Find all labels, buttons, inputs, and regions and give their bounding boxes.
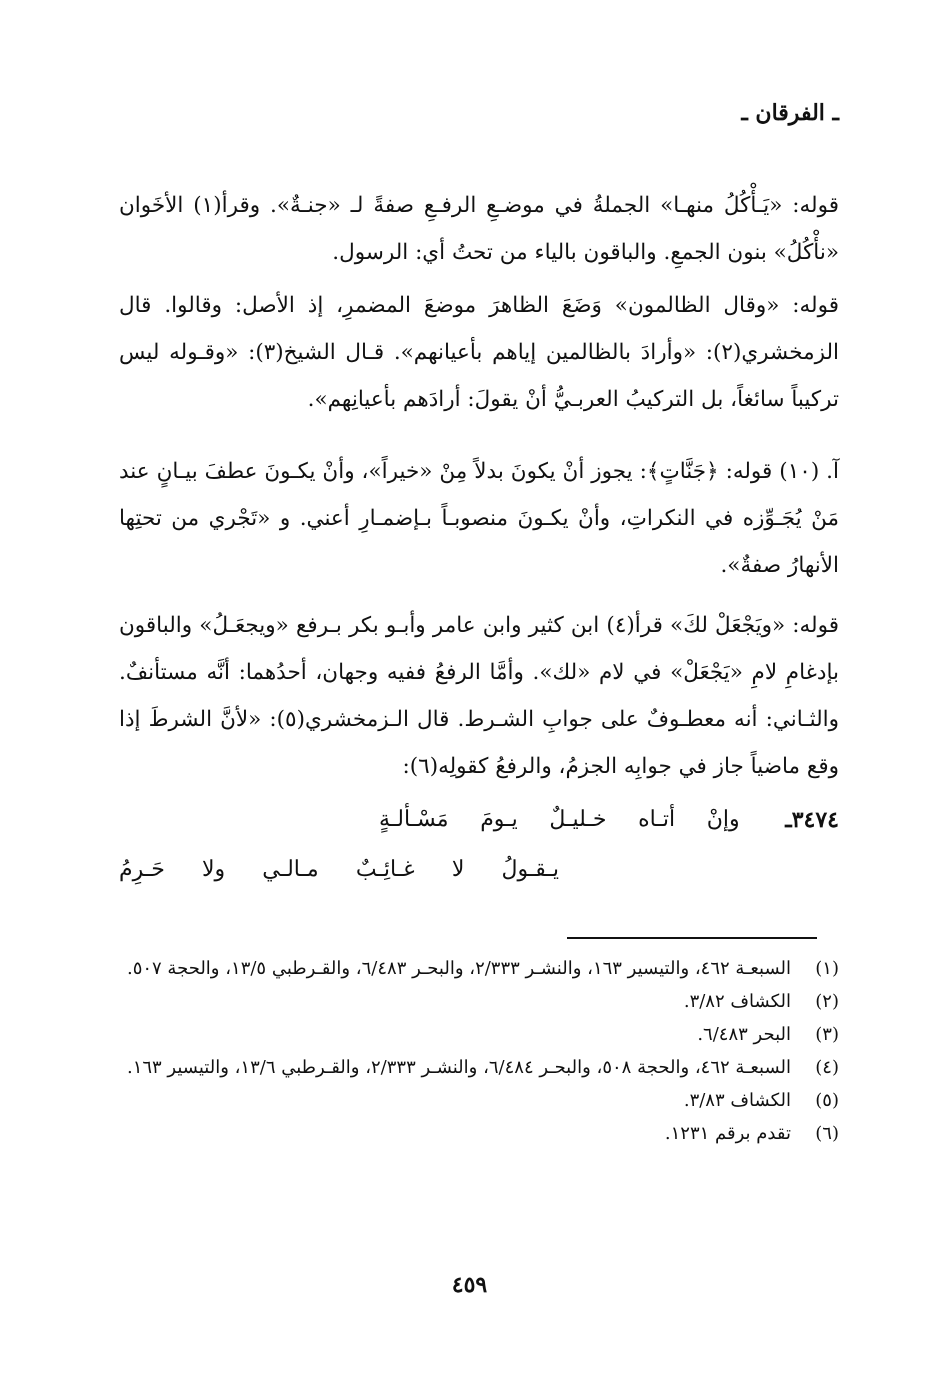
footnote-text: البحر ٦/٤٨٣. — [697, 1024, 791, 1045]
footnote-separator — [567, 937, 817, 939]
footnote — [119, 1084, 839, 1117]
footnote-text: تقدم برقم ١٢٣١. — [664, 1123, 791, 1144]
footnote-text: السبعـة ٤٦٢، والتيسير ١٦٣، والنشـر ٢/٣٣٣، والبحـر ٦/٤٨٣، والقـرطبي ١٣/٥، والحجة ٥٠٧. — [126, 958, 791, 979]
verse-word: وإنْ — [706, 807, 740, 832]
paragraph-text: آ. (١٠) قوله: ﴿جَنَّاتٍ﴾: يجوز أنْ يكونَ بدلاً مِنْ «خيراً»، وأنْ يكـونَ عطفَ بيـانٍ عند مَنْ يُجَـوِّزه في النكراتِ، وأنْ يكـونَ منصوبـاً بـإضمـارِ أعني. و «تَجْري من تحتِها الأنهارُ صفةٌ». — [119, 459, 839, 578]
footnote-number: (٦) — [815, 1123, 839, 1144]
verse-line-1 — [119, 795, 839, 845]
page-number: ٤٥٩ — [451, 1272, 488, 1298]
footnote-number: (٥) — [815, 1090, 839, 1111]
footnote-number: (٤) — [815, 1057, 839, 1078]
footnote — [119, 1117, 839, 1150]
footnotes — [119, 952, 839, 1150]
footnote — [119, 952, 839, 985]
poetry-verse — [119, 795, 839, 895]
verse-word: يـومَ — [480, 807, 518, 832]
footnote-text: السبعـة ٤٦٢، والحجة ٥٠٨، والبحـر ٦/٤٨٤، والنشـر ٢/٣٣٣، والقـرطبي ١٣/٦، والتيسير ١٦٣. — [126, 1057, 791, 1078]
footnote-number: (٣) — [815, 1024, 839, 1045]
verse-word: مـالـي — [262, 857, 319, 882]
verse-number: ٣٤٧٤ـ — [785, 807, 839, 833]
paragraph-2 — [119, 282, 839, 423]
footnote — [119, 1051, 839, 1084]
footnote-number: (٢) — [815, 991, 839, 1012]
footnote — [119, 1018, 839, 1051]
verse-word: مَسْـألـةٍ — [379, 807, 449, 832]
paragraph-text: قوله: «ويَجْعَلْ لكَ» قرأ(٤) ابن كثير وابن عامر وأبـو بكر بـرفع «ويجعَـلُ» والباقون بإدغامِ لامِ «يَجْعَلْ» في لام «لك». وأمَّا الرفعُ ففيه وجهان، أحدُهما: أنَّه مستأنفٌ. والثـاني: أنه معطـوفٌ على جوابِ الشـرط. قال الـزمخشري(٥): «لأنَّ الشرطَ إذا وقع ماضياً جاز في جوابِه الجزمُ، والرفعُ كقولِه(٦): — [119, 613, 839, 779]
footnote — [119, 985, 839, 1018]
paragraph-3 — [119, 448, 839, 589]
verse-word: حَـرِمُ — [119, 857, 165, 882]
footnote-number: (١) — [815, 958, 839, 979]
paragraph-text: قوله: «يَـأْكُلُ منهـا» الجملةُ في موضـعِ الرفـعِ صفةً لـ «جنـةٌ». وقرأ(١) الأخَوان «نأْكُلُ» بنون الجمعِ. والباقون بالياء من تحتُ أي: الرسول. — [119, 193, 839, 265]
paragraph-4 — [119, 602, 839, 790]
paragraph-text: قوله: «وقال الظالمون» وَضَعَ الظاهرَ موضعَ المضمرِ، إذ الأصل: وقالوا. قال الزمخشري(٢): «وأرادَ بالظالمين إياهم بأعيانهم». قـال الشيخ(٣): «وقـوله ليس تركيباً سائغاً، بل التركيبُ العربـيُّ أنْ يقولَ: أرادَهم بأعيانِهم». — [119, 293, 840, 412]
paragraph-1 — [119, 182, 839, 276]
footnote-text: الكشاف ٣/٨٣. — [683, 1090, 791, 1111]
verse-word: أتـاه — [638, 807, 676, 832]
verse-word: ولا — [201, 857, 226, 882]
verse-word: لا — [451, 857, 465, 882]
running-header: ـ الفرقان ـ — [741, 100, 839, 126]
verse-word: خـليـلٌ — [549, 807, 607, 832]
footnote-text: الكشاف ٣/٨٢. — [683, 991, 791, 1012]
verse-line-2 — [119, 845, 839, 895]
verse-word: غـائِـبٌ — [355, 857, 415, 882]
verse-word: يـقـولُ — [501, 857, 559, 882]
